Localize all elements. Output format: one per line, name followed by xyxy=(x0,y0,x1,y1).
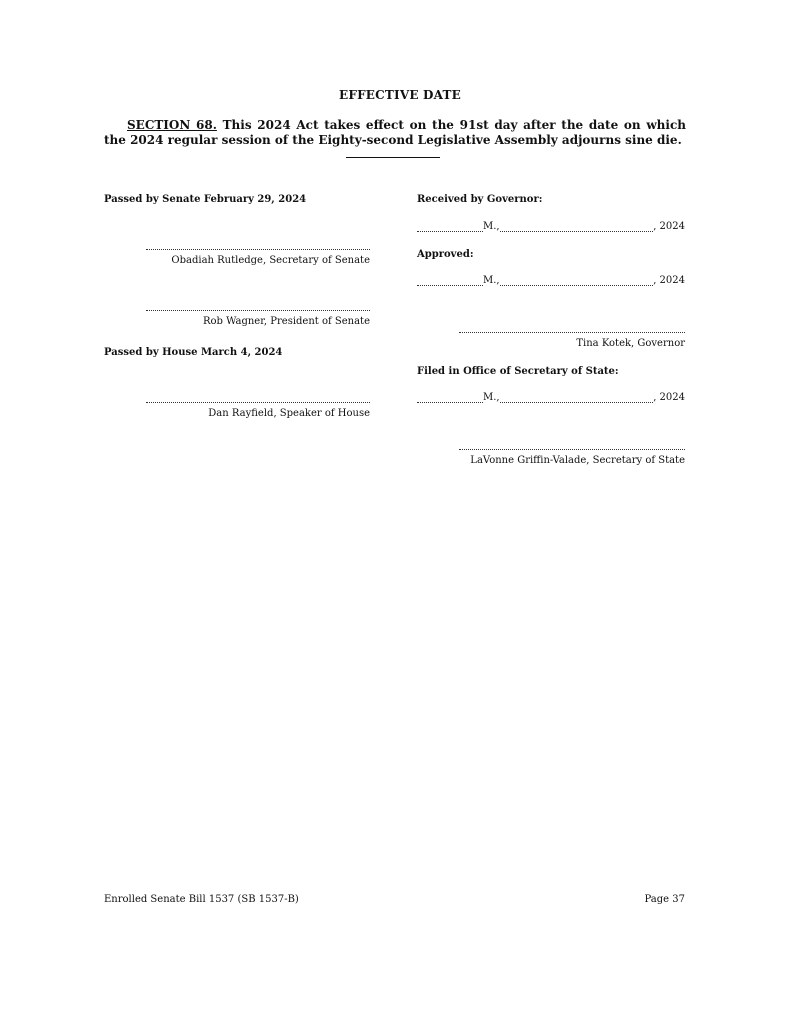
governor-name: Tina Kotek, Governor xyxy=(576,338,685,349)
approved-date-line xyxy=(417,275,685,286)
secretary-of-senate-signature-line xyxy=(146,249,370,250)
speaker-of-house-name: Dan Rayfield, Speaker of House xyxy=(208,408,370,419)
speaker-of-house-signature-line xyxy=(146,402,370,403)
section-number: SECTION 68. xyxy=(127,118,217,132)
filed-date-line xyxy=(417,392,685,403)
president-of-senate-name: Rob Wagner, President of Senate xyxy=(202,316,370,327)
section-heading: EFFECTIVE DATE xyxy=(339,88,461,102)
footer-page-number: Page 37 xyxy=(644,894,685,905)
meridiem-label: M., xyxy=(483,392,500,403)
hour-blank xyxy=(417,277,483,286)
section-text: This 2024 Act takes effect on the 91st day after the date on which the 2024 regular session of the Eighty-second Legislative Assembly adjourns sine die. xyxy=(104,118,686,147)
year-label: , 2024 xyxy=(653,275,685,286)
footer-bill-name: Enrolled Senate Bill 1537 (SB 1537-B) xyxy=(104,894,299,905)
hour-blank xyxy=(417,223,483,232)
passed-house-label: Passed by House March 4, 2024 xyxy=(104,347,283,358)
meridiem-label: M., xyxy=(483,221,500,232)
date-blank xyxy=(500,223,654,232)
passed-senate-label: Passed by Senate February 29, 2024 xyxy=(104,194,307,205)
governor-signature-line xyxy=(459,332,685,333)
received-by-governor-label: Received by Governor: xyxy=(417,194,543,205)
meridiem-label: M., xyxy=(483,275,500,286)
date-blank xyxy=(500,277,654,286)
secretary-of-senate-name: Obadiah Rutledge, Secretary of Senate xyxy=(171,255,370,266)
secretary-of-state-name: LaVonne Griffin-Valade, Secretary of State xyxy=(470,455,685,466)
received-date-line xyxy=(417,221,685,232)
president-of-senate-signature-line xyxy=(146,310,370,311)
approved-label: Approved: xyxy=(417,249,474,260)
filed-secretary-of-state-label: Filed in Office of Secretary of State: xyxy=(417,366,619,377)
secretary-of-state-signature-line xyxy=(459,449,685,450)
year-label: , 2024 xyxy=(653,221,685,232)
section-divider xyxy=(346,157,440,158)
year-label: , 2024 xyxy=(653,392,685,403)
hour-blank xyxy=(417,394,483,403)
section-paragraph xyxy=(104,118,686,148)
date-blank xyxy=(500,394,654,403)
